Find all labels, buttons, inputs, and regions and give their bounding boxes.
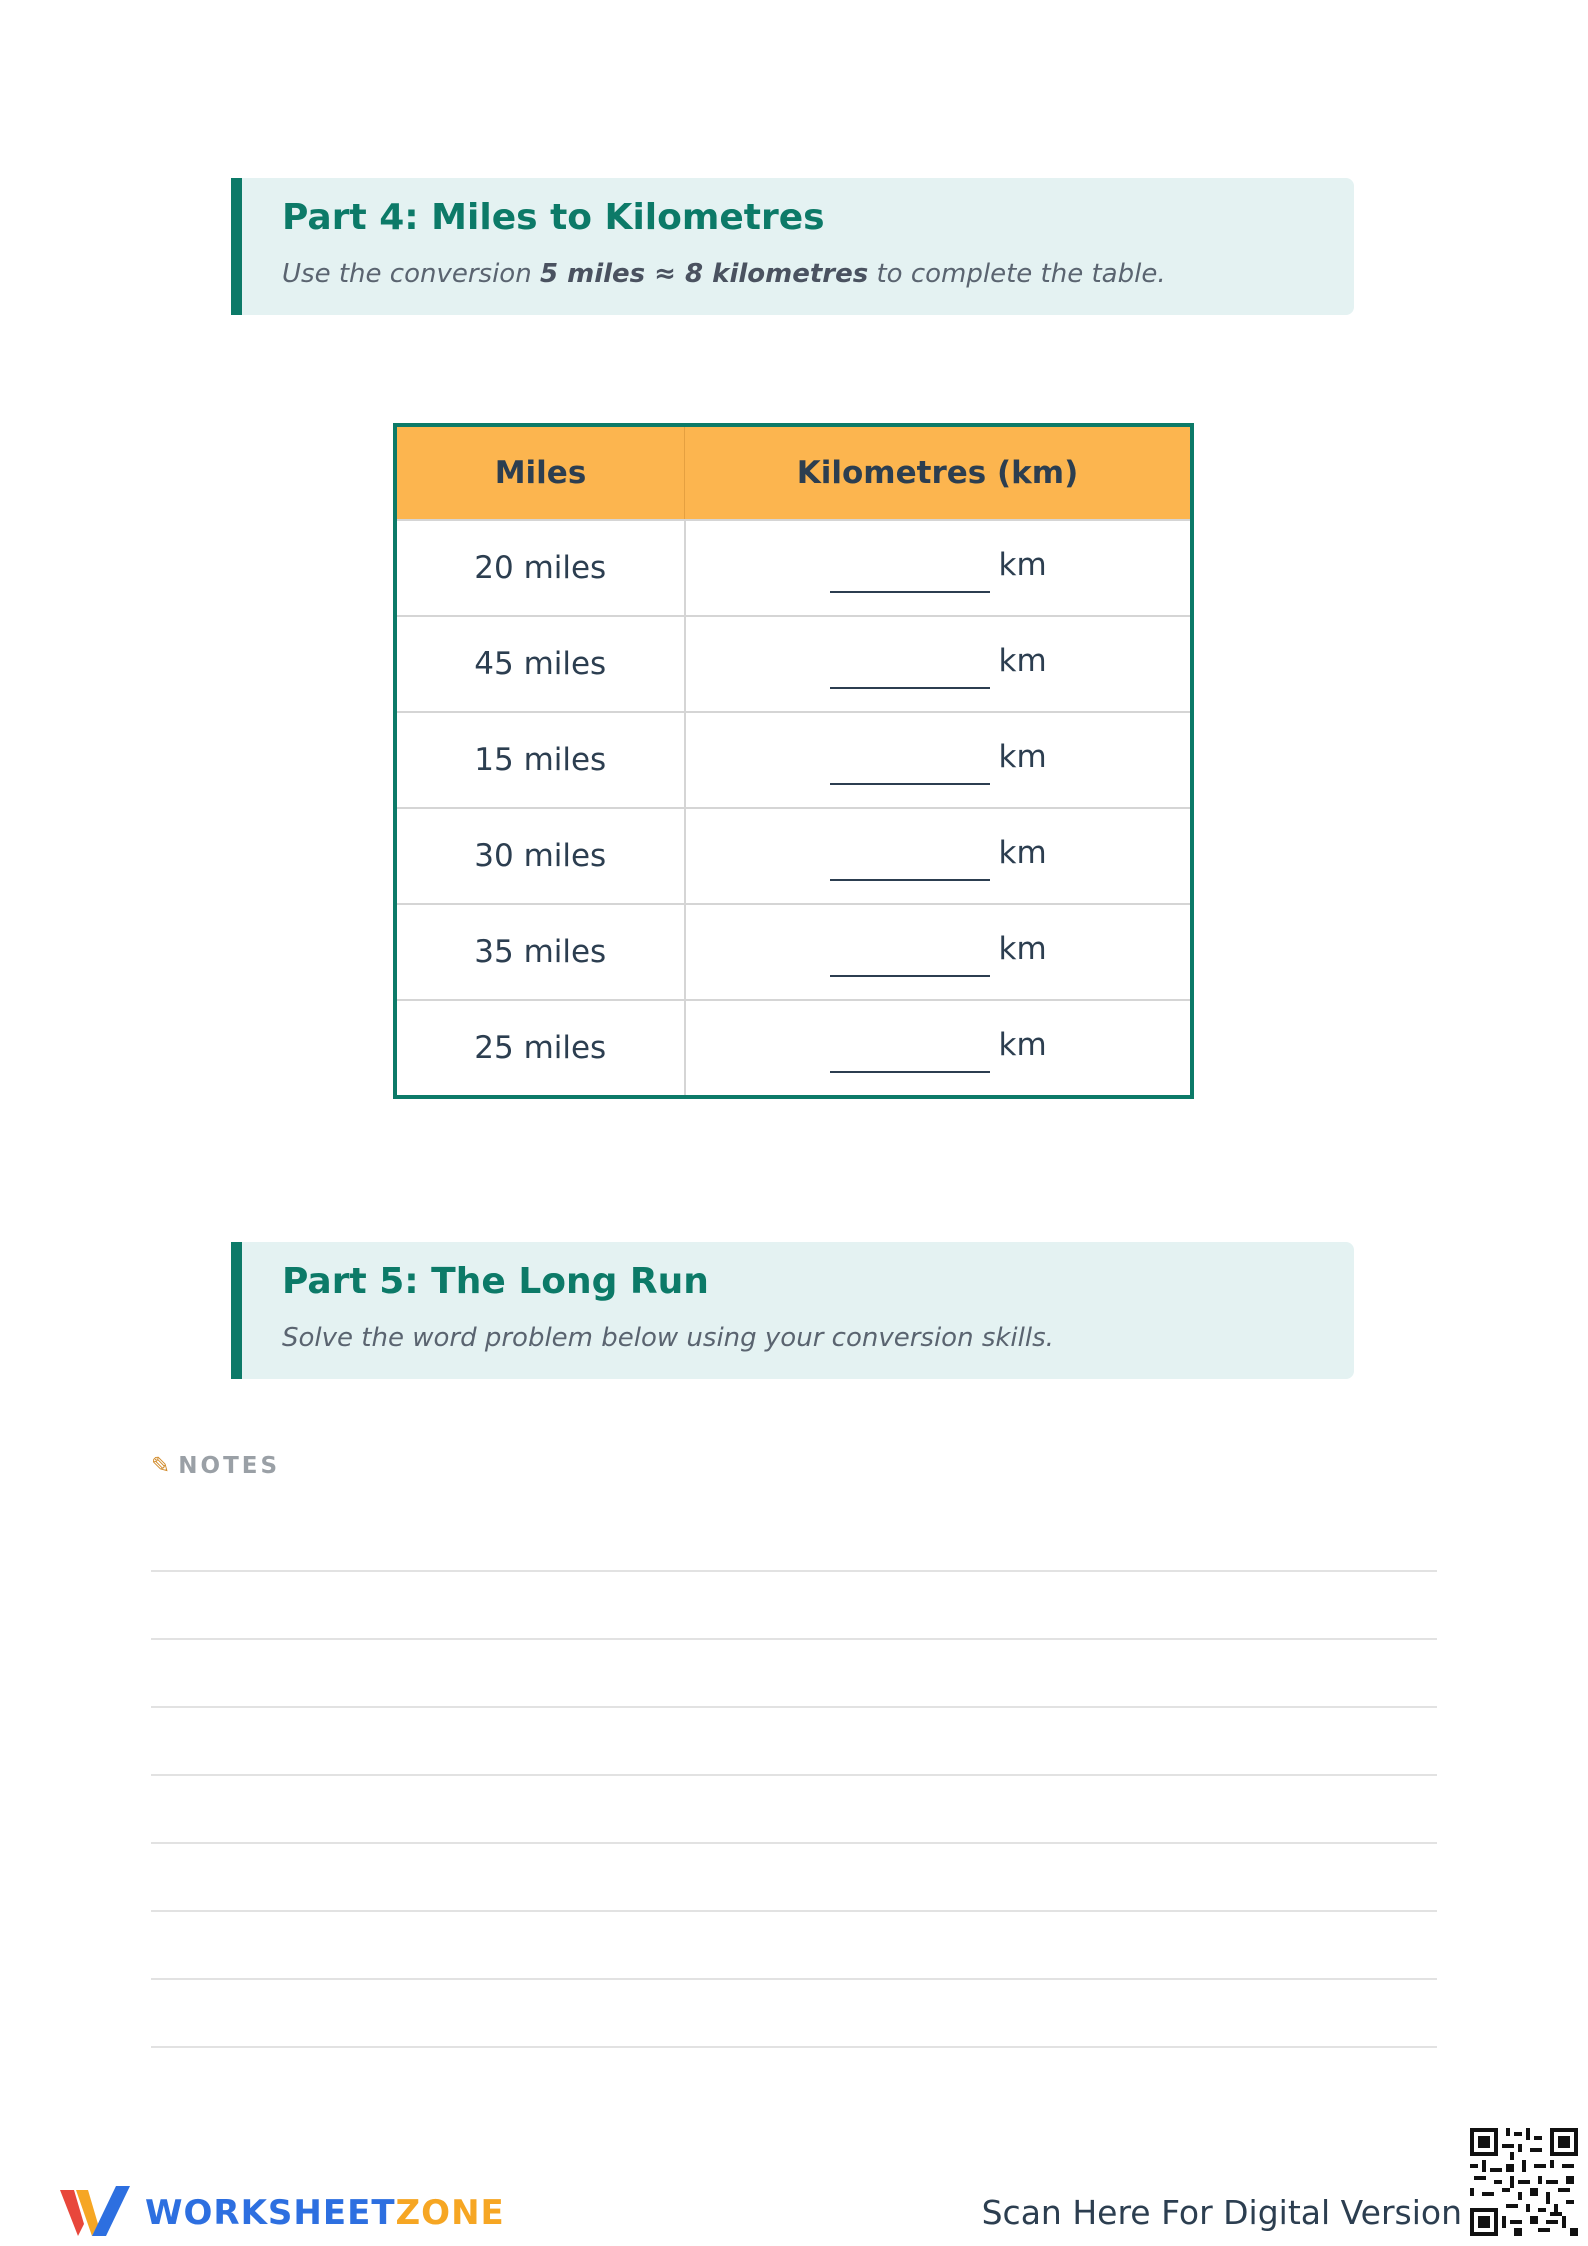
notes-label: NOTES [178,1453,281,1479]
unit-label: km [998,835,1047,871]
answer-blank[interactable] [830,975,990,977]
miles-value: 30 miles [395,808,685,904]
table-row [395,712,1192,808]
logo-text-zone: ZONE [395,2193,505,2233]
conversion-rule: 5 miles ≈ 8 kilometres [539,259,869,289]
table-header-row [395,425,1192,520]
note-line[interactable] [151,1842,1437,1844]
memo-icon: ✎ [151,1453,171,1479]
answer-blank[interactable] [830,687,990,689]
answer-cell[interactable] [685,616,1193,712]
answer-cell[interactable] [685,904,1193,1000]
unit-label: km [998,1027,1047,1063]
logo-text-worksheet: WORKSHEET [145,2193,396,2233]
miles-value: 20 miles [395,520,685,616]
note-line[interactable] [151,1570,1437,1572]
answer-cell[interactable] [685,1000,1193,1097]
notes-heading [151,1453,280,1479]
table-row [395,616,1192,712]
answer-blank[interactable] [830,879,990,881]
km-column-header: Kilometres (km) [685,425,1193,520]
table-row [395,808,1192,904]
answer-blank[interactable] [830,591,990,593]
miles-value: 45 miles [395,616,685,712]
part5-header [231,1242,1354,1379]
answer-cell[interactable] [685,712,1193,808]
table-row [395,520,1192,616]
worksheetzone-logo [58,2184,505,2240]
answer-cell[interactable] [685,520,1193,616]
note-line[interactable] [151,1774,1437,1776]
unit-label: km [998,547,1047,583]
conversion-table [393,423,1194,1099]
table-row [395,1000,1192,1097]
miles-column-header: Miles [395,425,685,520]
note-line[interactable] [151,1978,1437,1980]
unit-label: km [998,931,1047,967]
note-line[interactable] [151,1638,1437,1640]
scan-label: Scan Here For Digital Version [981,2193,1462,2232]
note-line[interactable] [151,2046,1437,2048]
miles-value: 35 miles [395,904,685,1000]
part5-instructions: Solve the word problem below using your conversion skills. [282,1323,1054,1353]
part4-instructions: Use the conversion 5 miles ≈ 8 kilometres to complete the table. [282,259,1166,289]
miles-value: 15 miles [395,712,685,808]
qr-code-icon[interactable] [1470,2128,1578,2236]
answer-cell[interactable] [685,808,1193,904]
answer-blank[interactable] [830,1071,990,1073]
unit-label: km [998,739,1047,775]
table-row [395,904,1192,1000]
unit-label: km [998,643,1047,679]
note-line[interactable] [151,1706,1437,1708]
part5-title: Part 5: The Long Run [282,1261,709,1302]
part4-header [231,178,1354,315]
part4-title: Part 4: Miles to Kilometres [282,197,825,238]
logo-w-icon [58,2184,134,2240]
answer-blank[interactable] [830,783,990,785]
note-line[interactable] [151,1910,1437,1912]
miles-value: 25 miles [395,1000,685,1097]
